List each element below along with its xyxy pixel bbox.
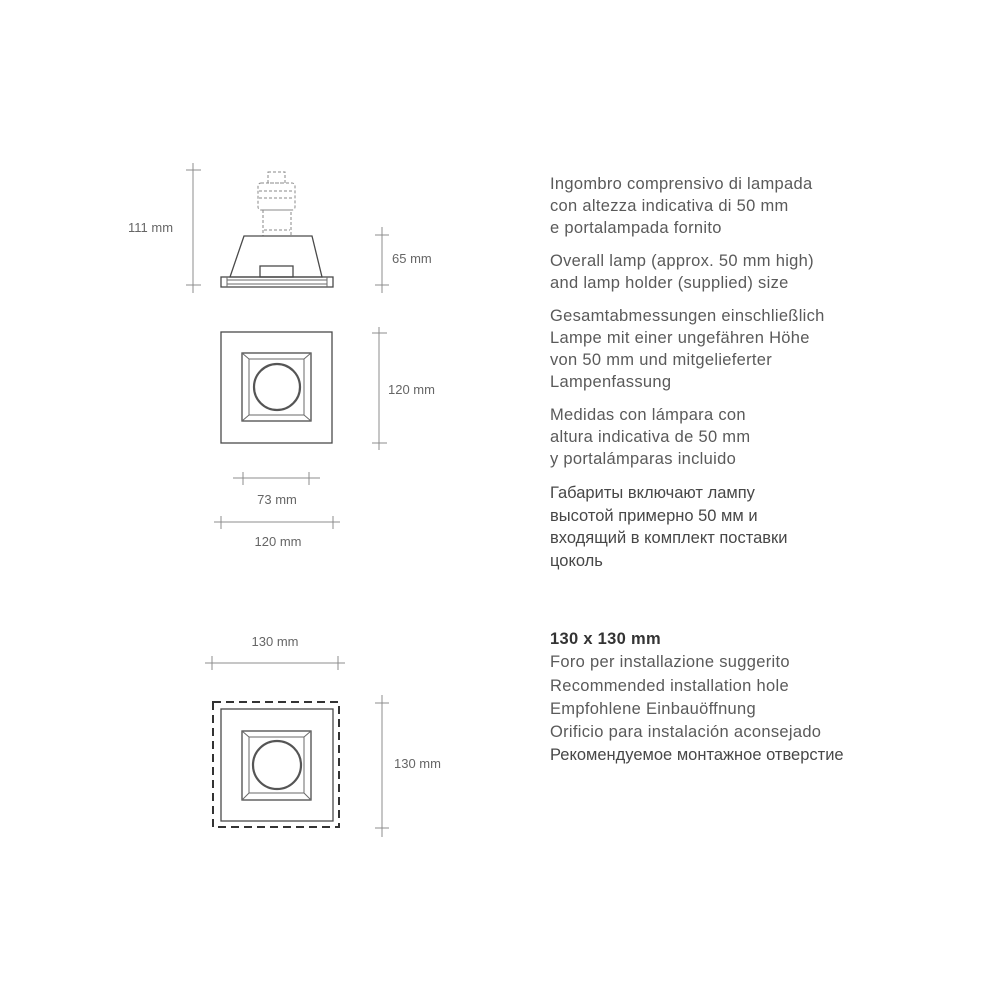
overall-size-de bbox=[550, 305, 825, 393]
text-line: входящий в комплект поставки bbox=[550, 529, 788, 548]
lamp-holder-box bbox=[260, 266, 293, 277]
cutout-hole-outline bbox=[213, 702, 339, 827]
installation-hole-it: Foro per installazione suggerito bbox=[550, 653, 790, 672]
text-line: Overall lamp (approx. 50 mm high) bbox=[550, 252, 814, 270]
dimension-height bbox=[372, 327, 435, 450]
text-line: Lampenfassung bbox=[550, 373, 672, 391]
overall-size-it bbox=[550, 173, 812, 239]
dimension-inner-width bbox=[233, 472, 320, 507]
text-line: Габариты включают лампу bbox=[550, 484, 755, 502]
cutout-width-label: 130 mm bbox=[251, 634, 299, 649]
installation-hole-de: Empfohlene Einbauöffnung bbox=[550, 699, 756, 718]
installation-hole-ru: Рекомендуемое монтажное отверстие bbox=[550, 746, 844, 765]
cutout-view bbox=[205, 634, 441, 837]
dimension-total-height bbox=[128, 163, 201, 293]
text-line: y portalámparas incluido bbox=[550, 450, 737, 468]
text-line: цоколь bbox=[550, 552, 603, 571]
installation-hole-title: 130 x 130 mm bbox=[550, 630, 661, 648]
side-view bbox=[128, 163, 432, 293]
text-line: altura indicativa de 50 mm bbox=[550, 428, 751, 446]
total-height-label: 111 mm bbox=[128, 220, 174, 235]
overall-size-es bbox=[550, 404, 750, 470]
outer-width-label: 120 mm bbox=[254, 534, 302, 549]
text-line: Medidas con lámpara con bbox=[550, 406, 746, 424]
installation-hole-es: Orificio para instalación aconsejado bbox=[550, 723, 822, 742]
cutout-height-label: 130 mm bbox=[394, 756, 441, 771]
outer-frame bbox=[221, 332, 332, 443]
fixture-flange bbox=[221, 277, 333, 287]
text-line: Lampe mit einer ungefähren Höhe bbox=[550, 329, 810, 347]
dimension-cutout-width bbox=[205, 634, 345, 670]
text-line: Gesamtabmessungen einschließlich bbox=[550, 307, 825, 325]
text-line: высотой примерно 50 мм и bbox=[550, 506, 758, 525]
lamp-opening bbox=[253, 741, 301, 789]
body-height-label: 65 mm bbox=[392, 251, 432, 266]
text-line: Ingombro comprensivo di lampada bbox=[550, 175, 813, 193]
top-view bbox=[214, 327, 435, 549]
lamp-outline-hidden bbox=[258, 172, 295, 236]
height-label: 120 mm bbox=[388, 382, 435, 397]
overall-size-en bbox=[550, 250, 814, 294]
lamp-opening bbox=[254, 364, 300, 410]
text-line: and lamp holder (supplied) size bbox=[550, 274, 789, 292]
fixture-body bbox=[230, 236, 322, 277]
dimension-outer-width bbox=[214, 516, 340, 549]
installation-hole-en: Recommended installation hole bbox=[550, 676, 789, 695]
text-line: e portalampada fornito bbox=[550, 219, 722, 237]
outer-frame bbox=[221, 709, 333, 821]
inner-width-label: 73 mm bbox=[257, 492, 297, 507]
text-line: von 50 mm und mitgelieferter bbox=[550, 351, 773, 369]
overall-size-ru bbox=[550, 482, 787, 573]
installation-hole-block bbox=[550, 628, 844, 768]
dimension-cutout-height bbox=[375, 695, 441, 837]
dimension-body-height bbox=[375, 227, 432, 293]
text-line: con altezza indicativa di 50 mm bbox=[550, 197, 789, 215]
